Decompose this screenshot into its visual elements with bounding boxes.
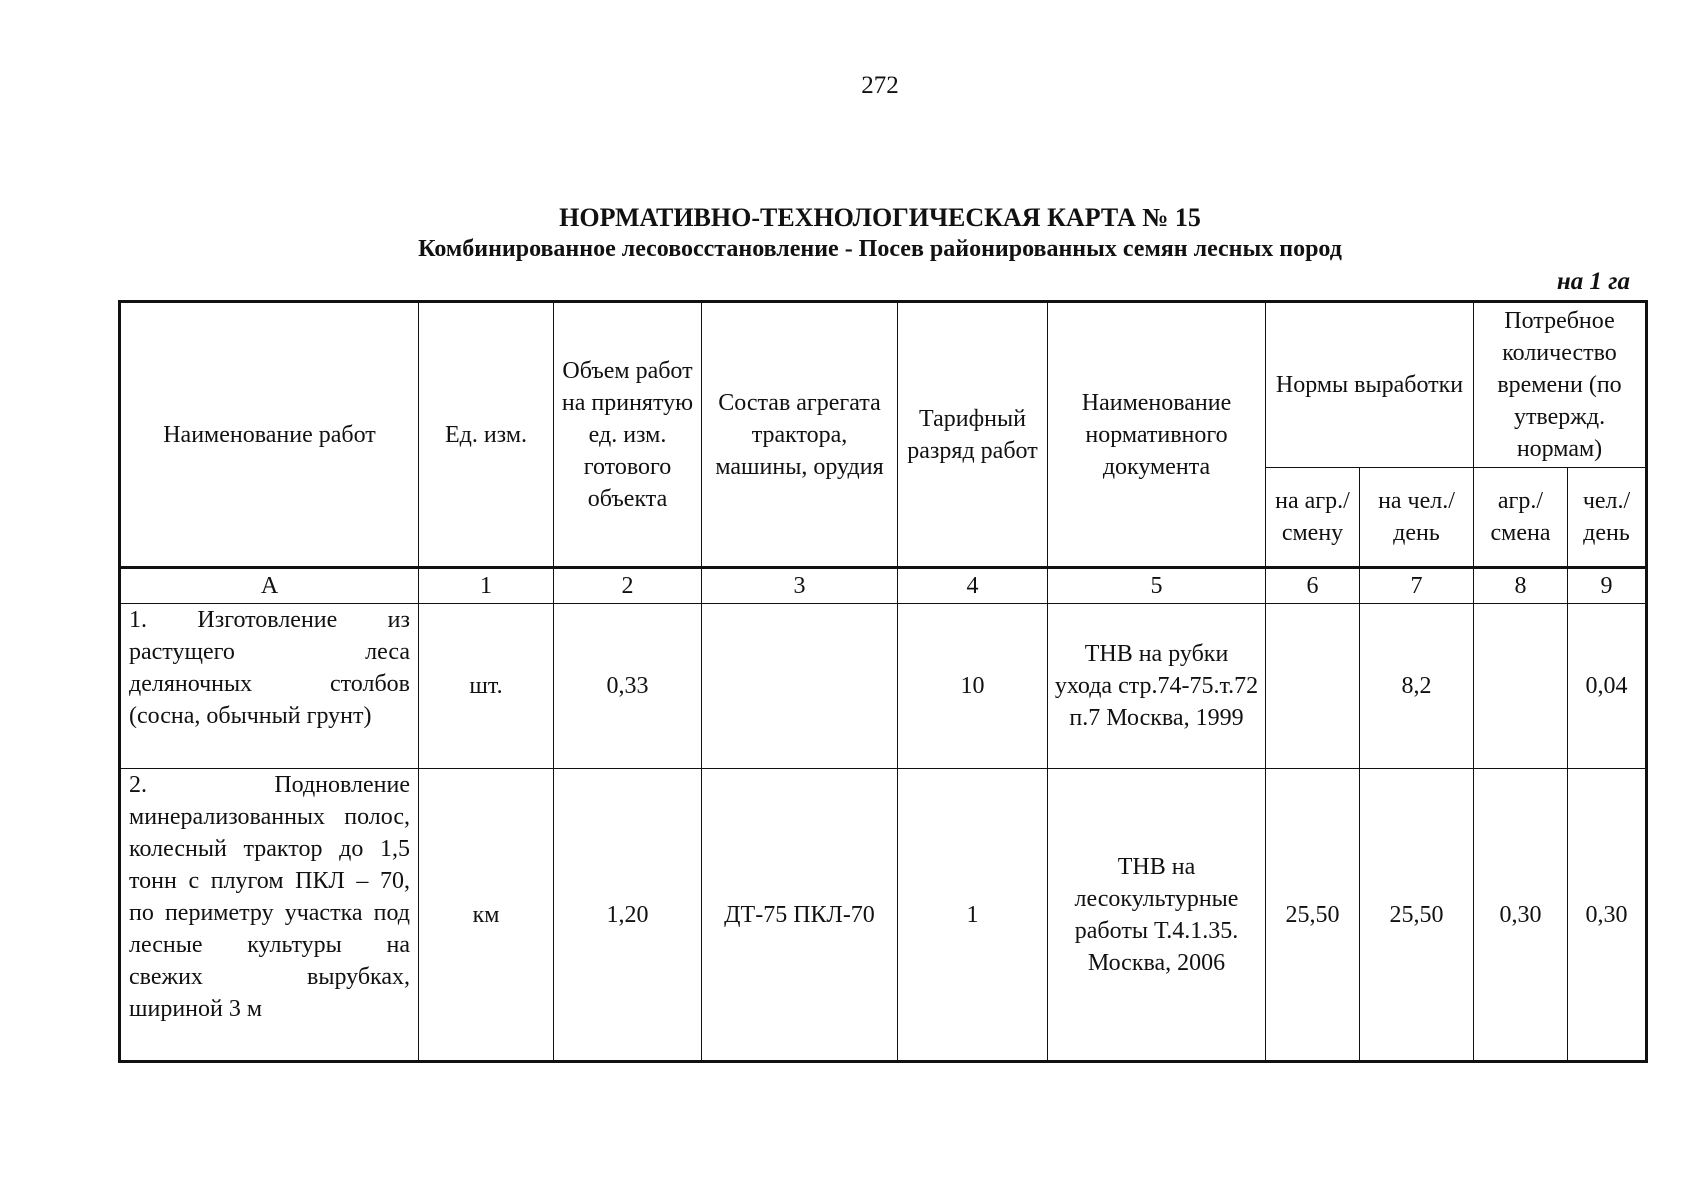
column-index: 6 (1266, 568, 1360, 604)
header-unit: Ед. изм. (419, 302, 554, 568)
cell-norm-person-day: 8,2 (1360, 604, 1474, 769)
cell-unit: шт. (419, 604, 554, 769)
cell-work-name: 2. Подновление минерализованных полос, колесный трактор до 1,5 тонн с плугом ПКЛ – 70, по периметру участка под лесные культуры на свежих вырубках, шириной 3 м (120, 769, 419, 1062)
cell-tariff-grade: 1 (898, 769, 1048, 1062)
cell-time-unit-shift: 0,30 (1474, 769, 1568, 1062)
column-index: 3 (702, 568, 898, 604)
column-index: 1 (419, 568, 554, 604)
cell-norm-document: ТНВ на лесокультурные работы Т.4.1.35. Москва, 2006 (1048, 769, 1266, 1062)
column-index: 8 (1474, 568, 1568, 604)
header-volume: Объем работ на принятую ед. изм. готового объекта (554, 302, 702, 568)
header-per-unit-shift: на агр./ смену (1266, 468, 1360, 568)
cell-norm-document: ТНВ на рубки ухода стр.74-75.т.72 п.7 Москва, 1999 (1048, 604, 1266, 769)
header-per-person-day: на чел./ день (1360, 468, 1474, 568)
column-index: А (120, 568, 419, 604)
header-norm-document: Наименование нормативного документа (1048, 302, 1266, 568)
header-unit-shift: агр./ смена (1474, 468, 1568, 568)
header-tariff-grade: Тарифный разряд работ (898, 302, 1048, 568)
cell-work-name: 1. Изготовление из растущего леса деляночных столбов (сосна, обычный грунт) (120, 604, 419, 769)
cell-unit: км (419, 769, 554, 1062)
cell-time-person-day: 0,30 (1568, 769, 1647, 1062)
cell-volume: 0,33 (554, 604, 702, 769)
column-index: 9 (1568, 568, 1647, 604)
cell-norm-person-day: 25,50 (1360, 769, 1474, 1062)
norm-tech-card-table (118, 300, 1648, 1063)
table-row (120, 604, 1647, 769)
table-row (120, 769, 1647, 1062)
cell-volume: 1,20 (554, 769, 702, 1062)
page-number: 272 (861, 72, 899, 99)
header-time-required: Потребное количество времени (по утвержд. нормам) (1474, 302, 1647, 468)
unit-note: на 1 га (1556, 268, 1630, 295)
cell-time-person-day: 0,04 (1568, 604, 1647, 769)
cell-time-unit-shift (1474, 604, 1568, 769)
column-index: 2 (554, 568, 702, 604)
column-index: 7 (1360, 568, 1474, 604)
document-title: НОРМАТИВНО-ТЕХНОЛОГИЧЕСКАЯ КАРТА № 15 (559, 203, 1201, 232)
header-unit-composition: Состав агрегата трактора, машины, орудия (702, 302, 898, 568)
document-subtitle: Комбинированное лесовосстановление - Посев районированных семян лесных пород (418, 236, 1342, 262)
header-person-day: чел./ день (1568, 468, 1647, 568)
cell-composition: ДТ-75 ПКЛ-70 (702, 769, 898, 1062)
cell-composition (702, 604, 898, 769)
column-index: 4 (898, 568, 1048, 604)
column-index: 5 (1048, 568, 1266, 604)
header-output-norms: Нормы выработки (1266, 302, 1474, 468)
cell-norm-unit-shift: 25,50 (1266, 769, 1360, 1062)
cell-tariff-grade: 10 (898, 604, 1048, 769)
header-work-name: Наименование работ (120, 302, 419, 568)
cell-norm-unit-shift (1266, 604, 1360, 769)
